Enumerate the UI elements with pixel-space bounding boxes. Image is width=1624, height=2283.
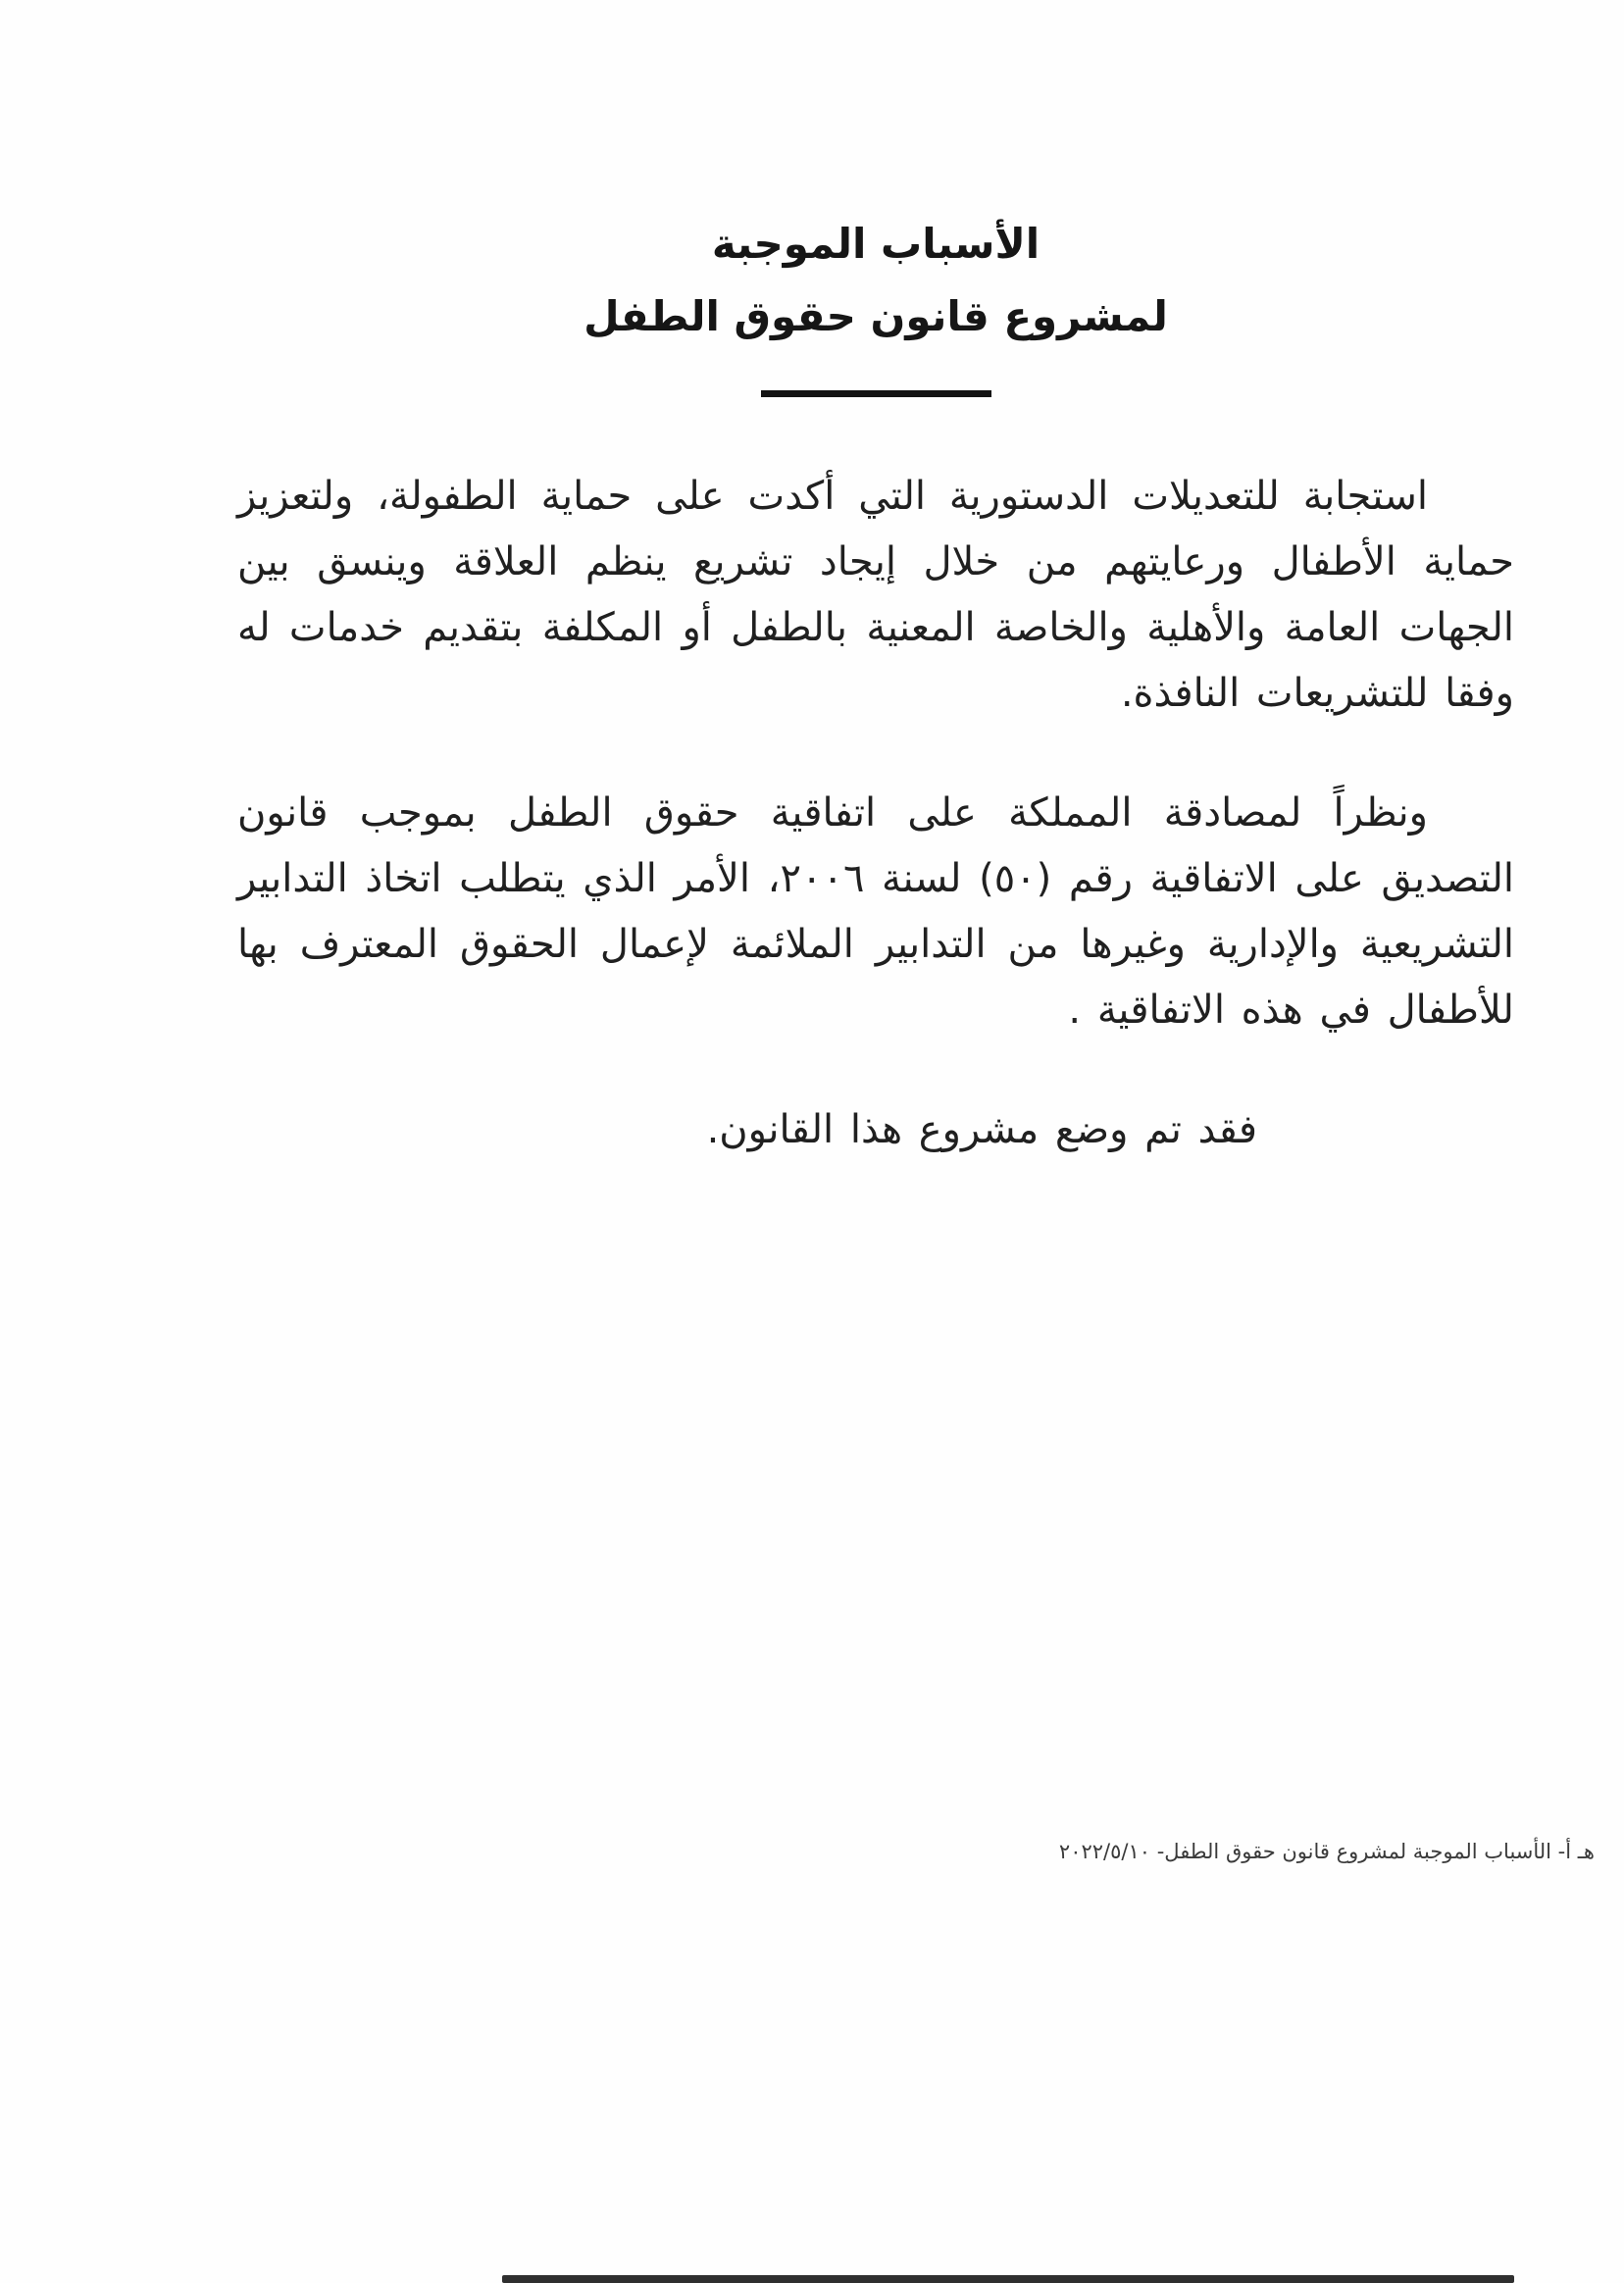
scan-artifact-bar	[502, 2275, 1514, 2283]
title-line-2: لمشروع قانون حقوق الطفل	[584, 292, 1168, 340]
title-underline	[761, 390, 991, 397]
document-title-block	[237, 208, 1514, 397]
page-footer: هـ أ- الأسباب الموجبة لمشروع قانون حقوق الطفل- ٢٠٢٢/٥/١٠	[1058, 1840, 1595, 1863]
paragraph-2: ونظراً لمصادقة المملكة على اتفاقية حقوق الطفل بموجب قانون التصديق على الاتفاقية رقم (٥٠) لسنة ٢٠٠٦، الأمر الذي يتطلب اتخاذ التدابير التشريعية والإدارية وغيرها من التدابير الملائمة لإعمال الحقوق المعترف بها للأطفال في هذه الاتفاقية .	[237, 790, 1515, 1033]
title-line-1: الأسباب الموجبة	[711, 220, 1040, 268]
paragraph-1: استجابة للتعديلات الدستورية التي أكدت على حماية الطفولة، ولتعزيز حماية الأطفال ورعايتهم من خلال إيجاد تشريع ينظم العلاقة وينسق بين الجهات العامة والأهلية والخاصة المعنية بالطفل أو المكلفة بتقديم خدمات له وفقا للتشريعات النافذة.	[237, 474, 1514, 716]
document-content	[237, 208, 1514, 1217]
paragraph-3: فقد تم وضع مشروع هذا القانون.	[706, 1107, 1257, 1152]
